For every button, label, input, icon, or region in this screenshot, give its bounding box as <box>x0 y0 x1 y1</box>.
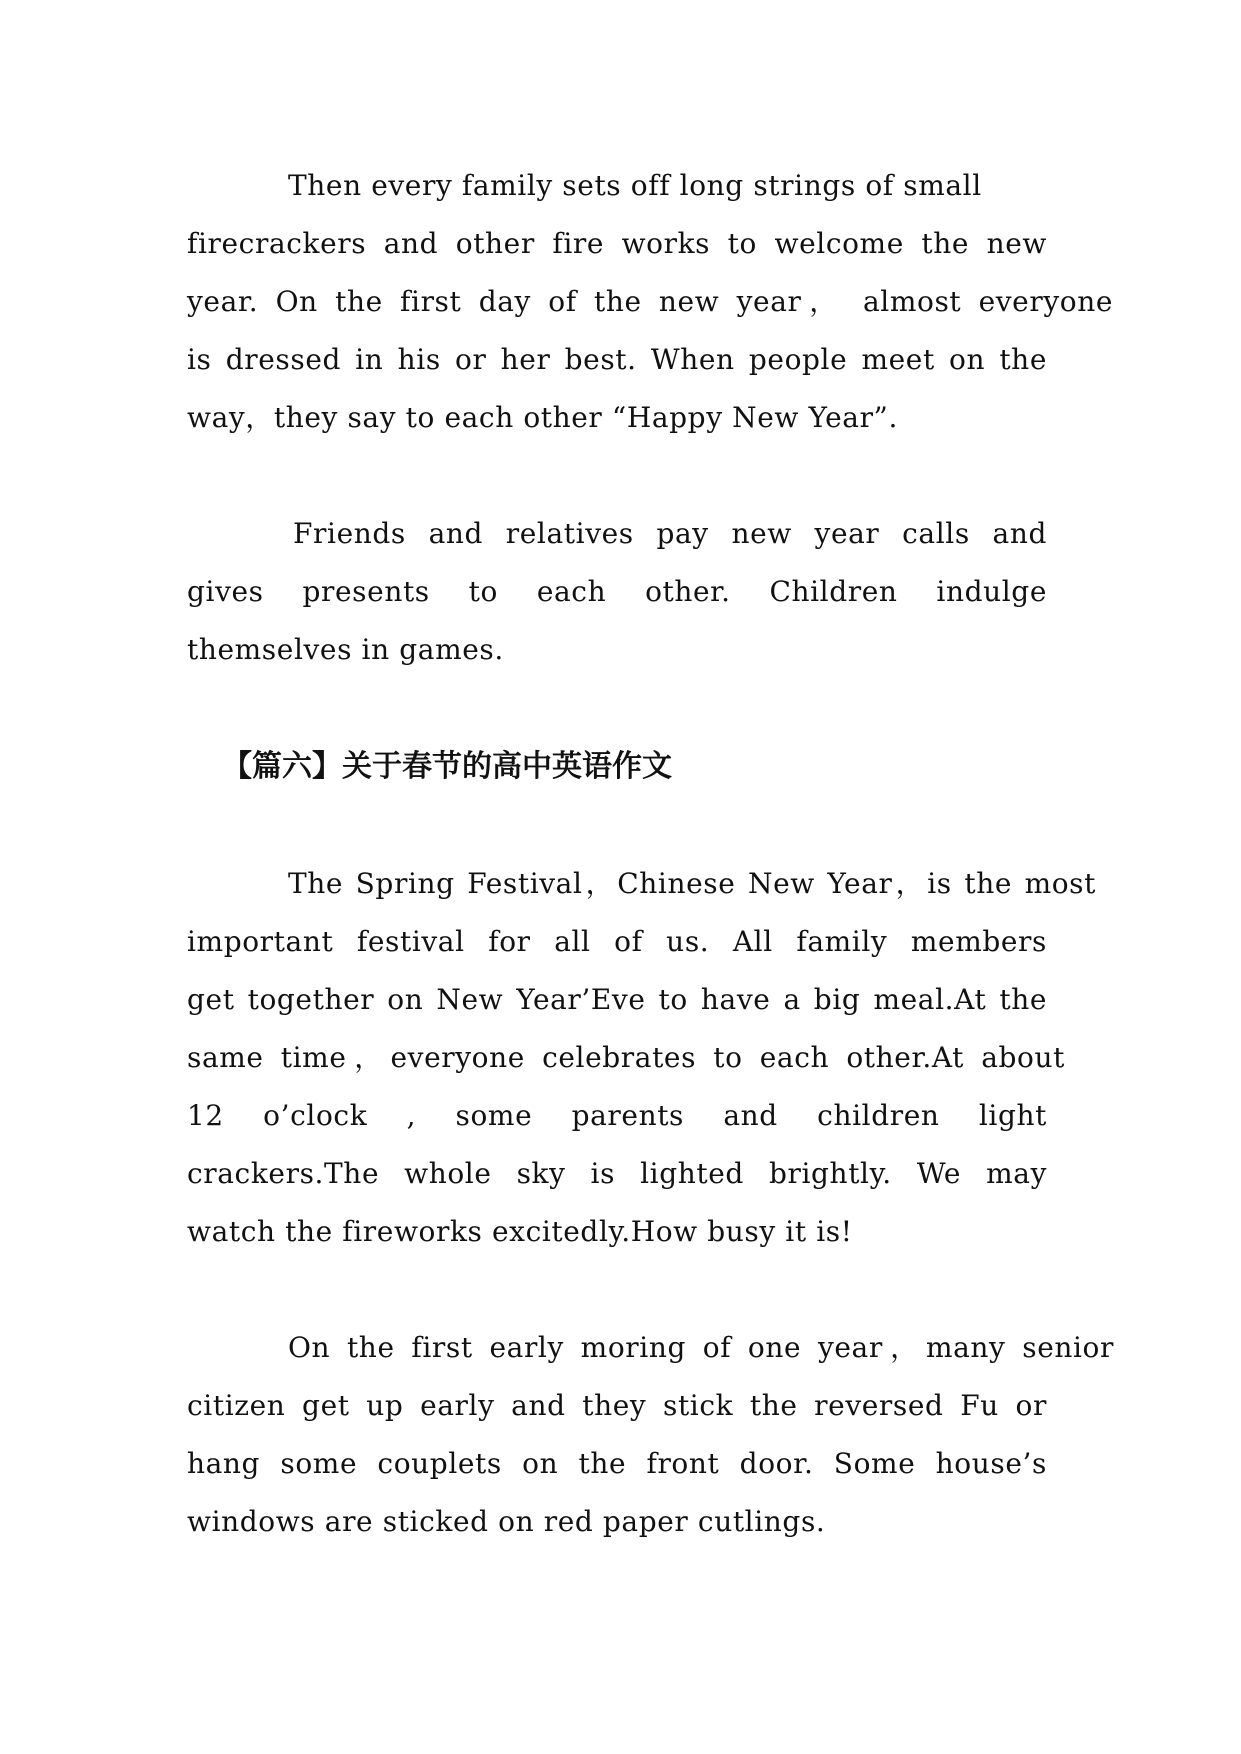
paragraph-3-line-4: same time，everyone celebrates to each other.At about <box>187 1041 1065 1074</box>
paragraph-1-line-2: firecrackers and other fire works to welcome the new <box>187 227 1047 260</box>
paragraph-1-line-1: Then every family sets off long strings of small <box>288 169 982 202</box>
paragraph-3-line-5: 12 o’clock , some parents and children light <box>187 1099 1047 1132</box>
paragraph-3-line-1: The Spring Festival，Chinese New Year，is the most <box>288 867 1096 900</box>
paragraph-3-line-7: watch the fireworks excitedly.How busy it is! <box>187 1215 853 1248</box>
paragraph-4-line-1: On the first early moring of one year，many senior <box>288 1331 1114 1364</box>
paragraph-3-line-2: important festival for all of us. All family members <box>187 925 1047 958</box>
paragraph-4-line-2: citizen get up early and they stick the reversed Fu or <box>187 1389 1047 1422</box>
paragraph-3-line-3: get together on New Year’Eve to have a big meal.At the <box>187 983 1047 1016</box>
paragraph-1-line-5: way，they say to each other “Happy New Year”. <box>187 401 898 434</box>
paragraph-3-line-6: crackers.The whole sky is lighted brightly. We may <box>187 1157 1047 1190</box>
paragraph-2-line-1: Friends and relatives pay new year calls and <box>293 517 1047 550</box>
paragraph-1-line-4: is dressed in his or her best. When people meet on the <box>187 343 1047 376</box>
paragraph-2-line-3: themselves in games. <box>187 633 504 666</box>
paragraph-4-line-3: hang some couplets on the front door. Some house’s <box>187 1447 1047 1480</box>
paragraph-4-line-4: windows are sticked on red paper cutlings. <box>187 1505 826 1538</box>
section-heading: 【篇六】关于春节的高中英语作文 <box>222 749 672 784</box>
paragraph-2-line-2: gives presents to each other. Children indulge <box>187 575 1047 608</box>
paragraph-1-line-3: year. On the first day of the new year， almost everyone <box>187 285 1113 318</box>
